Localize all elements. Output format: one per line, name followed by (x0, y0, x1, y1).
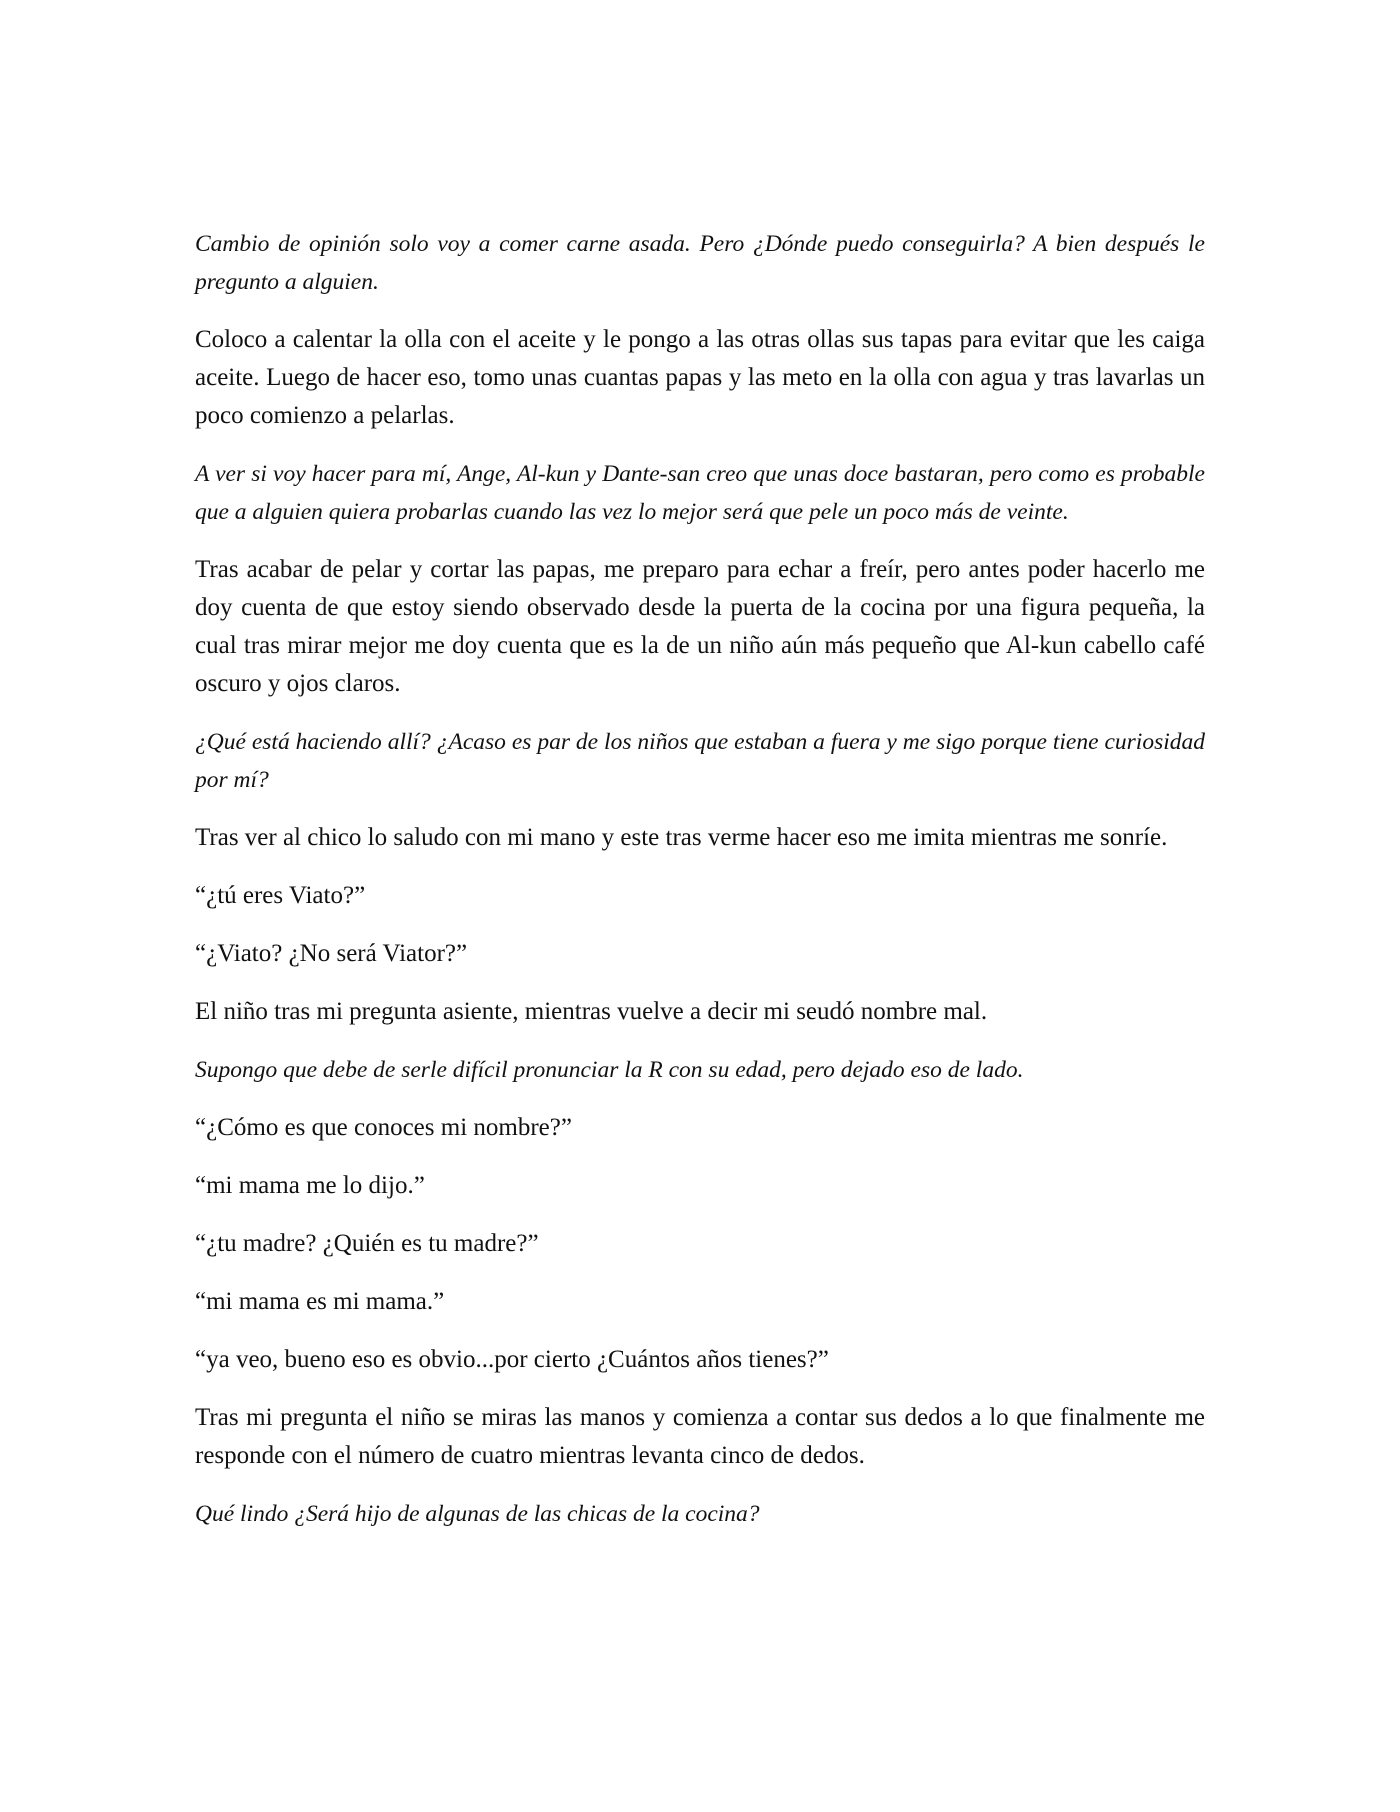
paragraph-dialogue: “¿Viato? ¿No será Viator?” (195, 940, 468, 967)
paragraph-dialogue: “mi mama es mi mama.” (195, 1288, 445, 1315)
paragraph-thought: Qué lindo ¿Será hijo de algunas de las chicas de la cocina? (195, 1501, 760, 1527)
paragraph-dialogue: “¿tu madre? ¿Quién es tu madre?” (195, 1230, 539, 1257)
paragraph-thought: A ver si voy hacer para mí, Ange, Al-kun y Dante-san creo que unas doce bastaran, pero como es probable que a alguien quiera probarlas cuando las vez lo mejor será que pele un poco más de veinte. (195, 461, 1205, 525)
paragraph-narration: Tras ver al chico lo saludo con mi mano y este tras verme hacer eso me imita mientras me sonríe. (195, 824, 1168, 851)
paragraph-dialogue: “¿tú eres Viato?” (195, 882, 366, 909)
paragraph-narration: Coloco a calentar la olla con el aceite y le pongo a las otras ollas sus tapas para evitar que les caiga aceite. Luego de hacer eso, tomo unas cuantas papas y las meto en la olla con agua y tras lavarlas un poco comienzo a pelarlas. (195, 326, 1205, 429)
paragraph-dialogue: “¿Cómo es que conoces mi nombre?” (195, 1114, 572, 1141)
paragraph-thought: Cambio de opinión solo voy a comer carne asada. Pero ¿Dónde puedo conseguirla? A bien después le pregunto a alguien. (195, 231, 1205, 295)
paragraph-dialogue: “ya veo, bueno eso es obvio...por cierto ¿Cuántos años tienes?” (195, 1346, 829, 1373)
paragraph-narration: Tras mi pregunta el niño se miras las manos y comienza a contar sus dedos a lo que finalmente me responde con el número de cuatro mientras levanta cinco de dedos. (195, 1404, 1205, 1469)
paragraph-narration: El niño tras mi pregunta asiente, mientras vuelve a decir mi seudó nombre mal. (195, 998, 988, 1025)
document-page (195, 225, 1205, 1553)
paragraph-dialogue: “mi mama me lo dijo.” (195, 1172, 425, 1199)
paragraph-thought: Supongo que debe de serle difícil pronunciar la R con su edad, pero dejado eso de lado. (195, 1057, 1024, 1083)
paragraph-narration: Tras acabar de pelar y cortar las papas, me preparo para echar a freír, pero antes poder hacerlo me doy cuenta de que estoy siendo observado desde la puerta de la cocina por una figura pequeña, la cual tras mirar mejor me doy cuenta que es la de un niño aún más pequeño que Al-kun cabello café oscuro y ojos claros. (195, 556, 1205, 697)
paragraph-thought: ¿Qué está haciendo allí? ¿Acaso es par de los niños que estaban a fuera y me sigo porque tiene curiosidad por mí? (195, 729, 1205, 793)
